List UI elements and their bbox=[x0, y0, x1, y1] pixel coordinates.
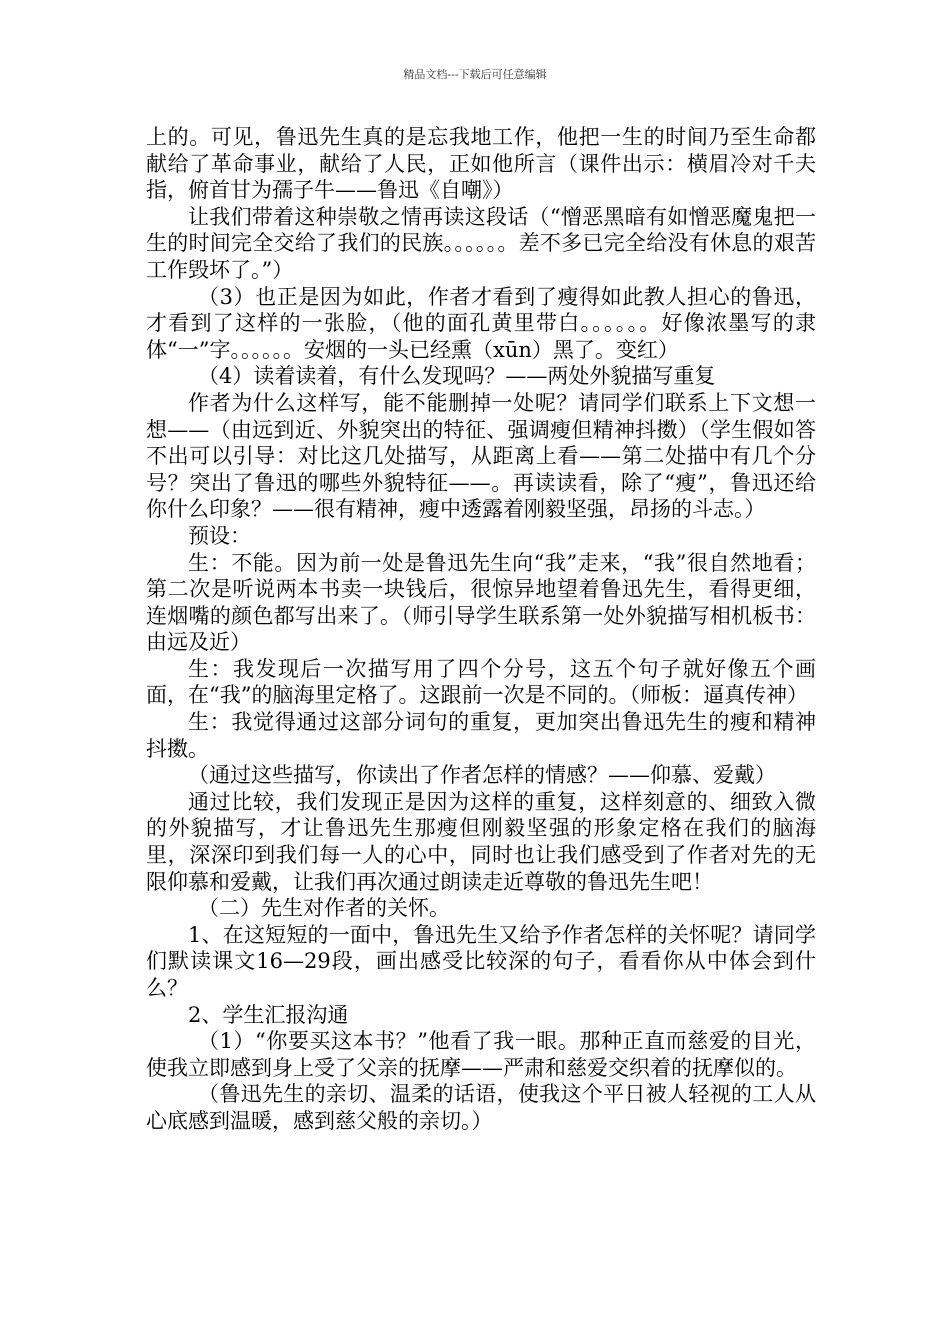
paragraph: 预设： bbox=[188, 523, 251, 548]
paragraph: 通过比较，我们发现正是因为这样的重复，这样刻意的、细致入微的外貌描写，才让鲁迅先生那瘦但刚毅坚强的形象定格在我们的脑海里，深深印到我们每一人的心中，同时也让我们感受到了作者对先的无限仰慕和爱戴，让我们再次通过朗读走近尊敬的鲁迅先生吧！ bbox=[146, 789, 816, 894]
paragraph: 生：我觉得通过这部分词句的重复，更加突出鲁迅先生的瘦和精神抖擞。 bbox=[146, 710, 816, 761]
paragraph: 上的。可见，鲁迅先生真的是忘我地工作，他把一生的时间乃至生命都献给了革命事业，献给了人民，正如他所言（课件出示：横眉冷对千夫指，俯首甘为孺子牛——鲁迅《自嘲》） bbox=[146, 125, 816, 203]
paragraph: 2、学生汇报沟通 bbox=[188, 1002, 349, 1027]
paragraph: 1、在这短短的一面中，鲁迅先生又给予作者怎样的关怀呢？请同学们默读课文16—29段，画出感受比较深的句子，看看你从中体会到什么？ bbox=[146, 922, 816, 1000]
paragraph: （通过这些描写，你读出了作者怎样的情感？——仰慕、爱戴） bbox=[188, 763, 776, 788]
paragraph: 让我们带着这种崇敬之情再读这段话（“憎恶黑暗有如憎恶魔鬼把一生的时间完全交给了我们的民族。。。。。。差不多已完全给没有休息的艰苦工作毁坏了。”） bbox=[146, 204, 816, 282]
paragraph: （1）“你要买这本书？”他看了我一眼。那种正直而慈爱的目光，使我立即感到身上受了父亲的抚摩——严肃和慈爱交织着的抚摩似的。 bbox=[146, 1029, 816, 1080]
paragraph: 生：不能。因为前一处是鲁迅先生向“我”走来，“我”很自然地看；第二次是听说两本书卖一块钱后，很惊异地望着鲁迅先生，看得更细，连烟嘴的颜色都写出来了。（师引导学生联系第一处外貌描写相机板书：由远及近） bbox=[146, 550, 816, 655]
paragraph: 作者为什么这样写，能不能删掉一处呢？请同学们联系上下文想一想——（由远到近、外貌突出的特征、强调瘦但精神抖擞）（学生假如答不出可以引导：对比这几处描写，从距离上看——第二处描中有几个分号？突出了鲁迅的哪些外貌特征——。再读读看，除了“瘦”，鲁迅还给你什么印象？——很有精神，瘦中透露着刚毅坚强，昂扬的斗志。） bbox=[146, 390, 816, 522]
paragraph: （鲁迅先生的亲切、温柔的话语，使我这个平日被人轻视的工人从心底感到温暖，感到慈父般的亲切。） bbox=[146, 1082, 816, 1133]
paragraph: （4）读着读着，有什么发现吗？——两处外貌描写重复 bbox=[198, 364, 716, 389]
paragraph: 生：我发现后一次描写用了四个分号，这五个句子就好像五个画面，在“我”的脑海里定格了。这跟前一次是不同的。（师板：逼真传神） bbox=[146, 656, 816, 708]
paragraph: （二）先生对作者的关怀。 bbox=[198, 896, 450, 921]
document-body bbox=[146, 124, 816, 1135]
paragraph: （3）也正是因为如此，作者才看到了瘦得如此教人担心的鲁迅，才看到了这样的一张脸，（他的面孔黄里带白。。。。。。好像浓墨写的隶体“一”字。。。。。。安烟的一头已经熏（xūn）黑了。变红） bbox=[146, 284, 816, 362]
page-header: 精品文档---下载后可任意编辑 bbox=[403, 68, 547, 81]
